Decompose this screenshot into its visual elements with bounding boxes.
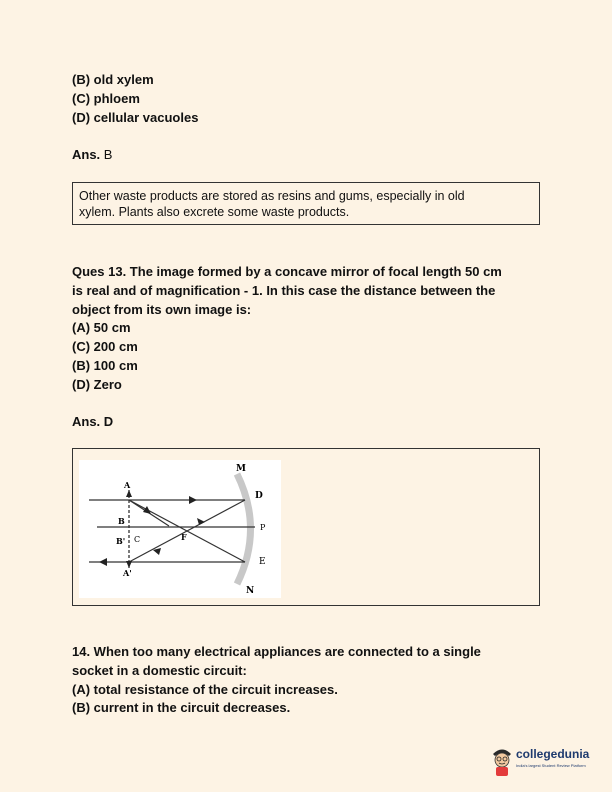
brand-name: collegedunia <box>516 747 590 761</box>
q12-option-b: (B) old xylem <box>72 72 154 87</box>
q13-question-line-2: is real and of magnification - 1. In this case the distance between the <box>72 283 496 298</box>
collegedunia-logo <box>490 741 600 781</box>
q12-explanation-box <box>72 182 540 225</box>
q13-question-line-3: object from its own image is: <box>72 302 252 317</box>
q12-explanation-line-1: Other waste products are stored as resins and gums, especially in old <box>79 189 465 203</box>
q12-option-c: (C) phloem <box>72 91 140 106</box>
object-arrowhead <box>126 490 132 497</box>
label-a: A <box>124 480 131 490</box>
label-c: C <box>134 535 141 544</box>
q13-option-d: (D) Zero <box>72 377 122 392</box>
concave-mirror-shape <box>237 474 251 584</box>
concave-mirror-ray-diagram <box>79 460 281 598</box>
q13-answer: Ans. D <box>72 414 114 429</box>
label-d: D <box>255 491 263 501</box>
label-e: E <box>259 557 266 567</box>
image-arrowhead <box>126 561 132 568</box>
label-f: F <box>181 532 187 542</box>
q12-explanation <box>73 183 539 225</box>
q13-option-a: (A) 50 cm <box>72 320 131 335</box>
label-b-prime: B' <box>116 536 126 546</box>
q13-option-b: (B) 100 cm <box>72 358 138 373</box>
q13-option-c: (C) 200 cm <box>72 339 138 354</box>
q12-answer <box>72 146 112 164</box>
q14-question-line-2: socket in a domestic circuit: <box>72 663 247 678</box>
mascot-icon <box>490 745 514 777</box>
arrowhead-lower-ray <box>99 558 107 566</box>
q14-option-b: (B) current in the circuit decreases. <box>72 700 291 715</box>
q12-option-d: (D) cellular vacuoles <box>72 110 199 125</box>
arrowhead-diag-2 <box>197 518 205 525</box>
ray-diagram-svg <box>79 460 281 598</box>
q12-answer-label: Ans. <box>72 147 101 162</box>
q13-question-line-1: Ques 13. The image formed by a concave mirror of focal length 50 cm <box>72 264 502 279</box>
arrowhead-upper-ray <box>189 496 197 504</box>
brand-tagline: India's largest Student Review Platform <box>516 763 586 768</box>
label-n: N <box>246 586 255 596</box>
label-m: M <box>236 464 246 474</box>
q12-answer-value: B <box>103 147 113 162</box>
label-a-prime: A' <box>123 568 132 578</box>
q14-question-line-1: 14. When too many electrical appliances are connected to a single <box>72 644 481 659</box>
label-p: P <box>260 523 266 532</box>
q12-explanation-line-2: xylem. Plants also excrete some waste products. <box>79 205 350 219</box>
q14-option-a: (A) total resistance of the circuit increases. <box>72 682 338 697</box>
label-b: B <box>118 516 125 526</box>
